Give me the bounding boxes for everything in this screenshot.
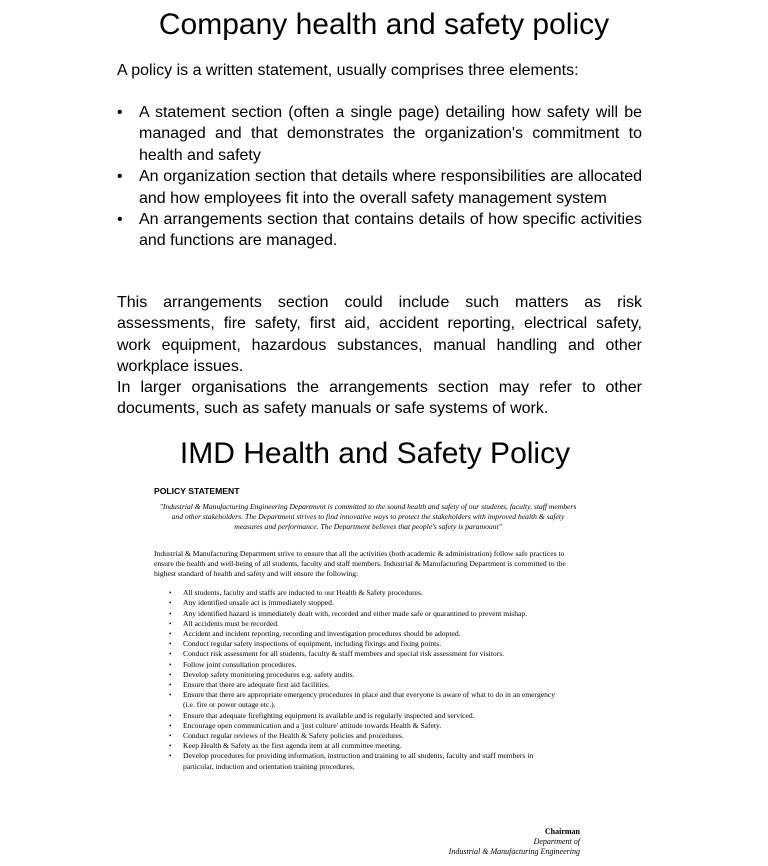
bullet-icon: • bbox=[169, 742, 172, 751]
section-title: IMD Health and Safety Policy bbox=[179, 437, 571, 470]
policy-item-text: Ensure that there are adequate first aid facilities. bbox=[183, 680, 330, 690]
bullet-icon: • bbox=[169, 640, 172, 649]
bullet-icon: • bbox=[169, 609, 172, 618]
policy-item-text: Follow joint consultation procedures. bbox=[183, 659, 297, 669]
policy-item bbox=[154, 680, 564, 690]
policy-items-list bbox=[154, 588, 564, 772]
policy-item-text: Develop safety monitoring procedures e.g. safety audits. bbox=[183, 669, 355, 679]
policy-item bbox=[154, 741, 564, 751]
policy-item-text: Conduct risk assessment for all students, faculty & staff members and special risk assessment for visitors. bbox=[183, 649, 505, 659]
bullet-icon: • bbox=[169, 711, 172, 720]
policy-statement-heading: POLICY STATEMENT bbox=[154, 486, 240, 496]
policy-item-text: Keep Health & Safety as the first agenda item at all committee meeting. bbox=[183, 741, 402, 751]
larger-organisations-paragraph: In larger organisations the arrangements section may refer to other documents, such as safety manuals or safe systems of work. bbox=[117, 379, 642, 418]
policy-item-text: Any identified unsafe act is immediately stopped. bbox=[183, 598, 334, 608]
policy-item bbox=[154, 619, 564, 629]
policy-item bbox=[154, 731, 564, 741]
policy-item-text: Conduct regular safety inspections of equipment, including fixings and fixing points. bbox=[183, 639, 442, 649]
list-item bbox=[117, 102, 642, 166]
bullet-icon: • bbox=[117, 104, 123, 121]
bullet-icon: • bbox=[169, 681, 172, 690]
policy-statement-document bbox=[154, 486, 584, 772]
page-title: Company health and safety policy bbox=[158, 8, 610, 41]
policy-item bbox=[154, 629, 564, 639]
list-item-text: An organization section that details where responsibilities are allocated and how employees fit into the overall safety management system bbox=[139, 168, 642, 207]
list-item bbox=[117, 166, 642, 209]
signature-department: Department of bbox=[533, 837, 580, 846]
signature-block bbox=[380, 827, 580, 857]
signature-name: Chairman bbox=[544, 827, 580, 836]
policy-elements-list bbox=[117, 102, 642, 252]
bullet-icon: • bbox=[169, 589, 172, 598]
policy-item-text: Any identified hazard is immediately dealt with, recorded and either made safe or quarantined to prevent mishap. bbox=[183, 608, 528, 618]
list-item-text: An arrangements section that contains details of how specific activities and functions are managed. bbox=[139, 211, 642, 250]
bullet-icon: • bbox=[169, 670, 172, 679]
policy-intro: Industrial & Manufacturing Department strive to ensure that all the activities (both academic & administration) follow safe practices to ensure the health and well-being of all students, faculty and staff members. Industrial & Manufacturing Department is committed to the highest standard of health and safety and will ensure the following: bbox=[154, 548, 566, 579]
list-item-text: A statement section (often a single page) detailing how safety will be managed and that demonstrates the organization's commitment to health and safety bbox=[139, 104, 642, 164]
bullet-icon: • bbox=[169, 599, 172, 608]
policy-item-text: Ensure that adequate firefighting equipment is available and is regularly inspected and serviced. bbox=[183, 710, 475, 720]
bullet-icon: • bbox=[169, 752, 172, 761]
policy-item-text: All accidents must be recorded. bbox=[183, 618, 279, 628]
bullet-icon: • bbox=[169, 691, 172, 700]
signature-organization: Industrial & Manufacturing Engineering bbox=[448, 847, 580, 856]
bullet-icon: • bbox=[169, 732, 172, 741]
policy-item bbox=[154, 721, 564, 731]
policy-item bbox=[154, 649, 564, 659]
bullet-icon: • bbox=[169, 650, 172, 659]
policy-item-text: Ensure that there are appropriate emergency procedures in place and that everyone is aware of what to do in an emergency (i.e. fire or power outage etc.). bbox=[183, 690, 556, 710]
bullet-icon: • bbox=[117, 168, 123, 186]
policy-item bbox=[154, 670, 564, 680]
policy-item-text: Accident and incident reporting, recording and investigation procedures should be adopted. bbox=[183, 629, 461, 639]
bullet-icon: • bbox=[169, 660, 172, 669]
policy-item-text: Conduct regular reviews of the Health & Safety policies and procedures. bbox=[183, 731, 404, 741]
bullet-icon: • bbox=[117, 211, 123, 229]
policy-item bbox=[154, 639, 564, 649]
policy-item bbox=[154, 751, 564, 771]
policy-item bbox=[154, 711, 564, 721]
list-item bbox=[117, 209, 642, 252]
policy-item-text: Develop procedures for providing information, instruction and training to all students, faculty and staff members in particular, induction and orientation training procedures. bbox=[183, 751, 534, 771]
policy-item-text: All students, faculty and staffs are inducted to our Health & Safety procedures. bbox=[183, 588, 423, 598]
policy-item bbox=[154, 598, 564, 608]
policy-item bbox=[154, 660, 564, 670]
policy-item bbox=[154, 588, 564, 598]
arrangements-paragraph: This arrangements section could include such matters as risk assessments, fire safety, first aid, accident reporting, electrical safety, work equipment, hazardous substances, manual handling and other workplace issues. bbox=[117, 294, 642, 376]
policy-item bbox=[154, 609, 564, 619]
policy-item bbox=[154, 690, 564, 710]
bullet-icon: • bbox=[169, 721, 172, 730]
intro-text: A policy is a written statement, usually comprises three elements: bbox=[117, 62, 579, 79]
policy-quote: "Industrial & Manufacturing Engineering Department is committed to the sound health and safety of our students, faculty, staff members and other stakeholders. The Department strives to find innovative ways to protect the stakeholders with improved health & safety measures and performance. The Department believes that people's safety is paramount" bbox=[159, 502, 577, 532]
policy-item-text: Encourage open communication and a 'just culture' attitude towards Health & Safety. bbox=[183, 720, 442, 730]
bullet-icon: • bbox=[169, 630, 172, 639]
bullet-icon: • bbox=[169, 619, 172, 628]
